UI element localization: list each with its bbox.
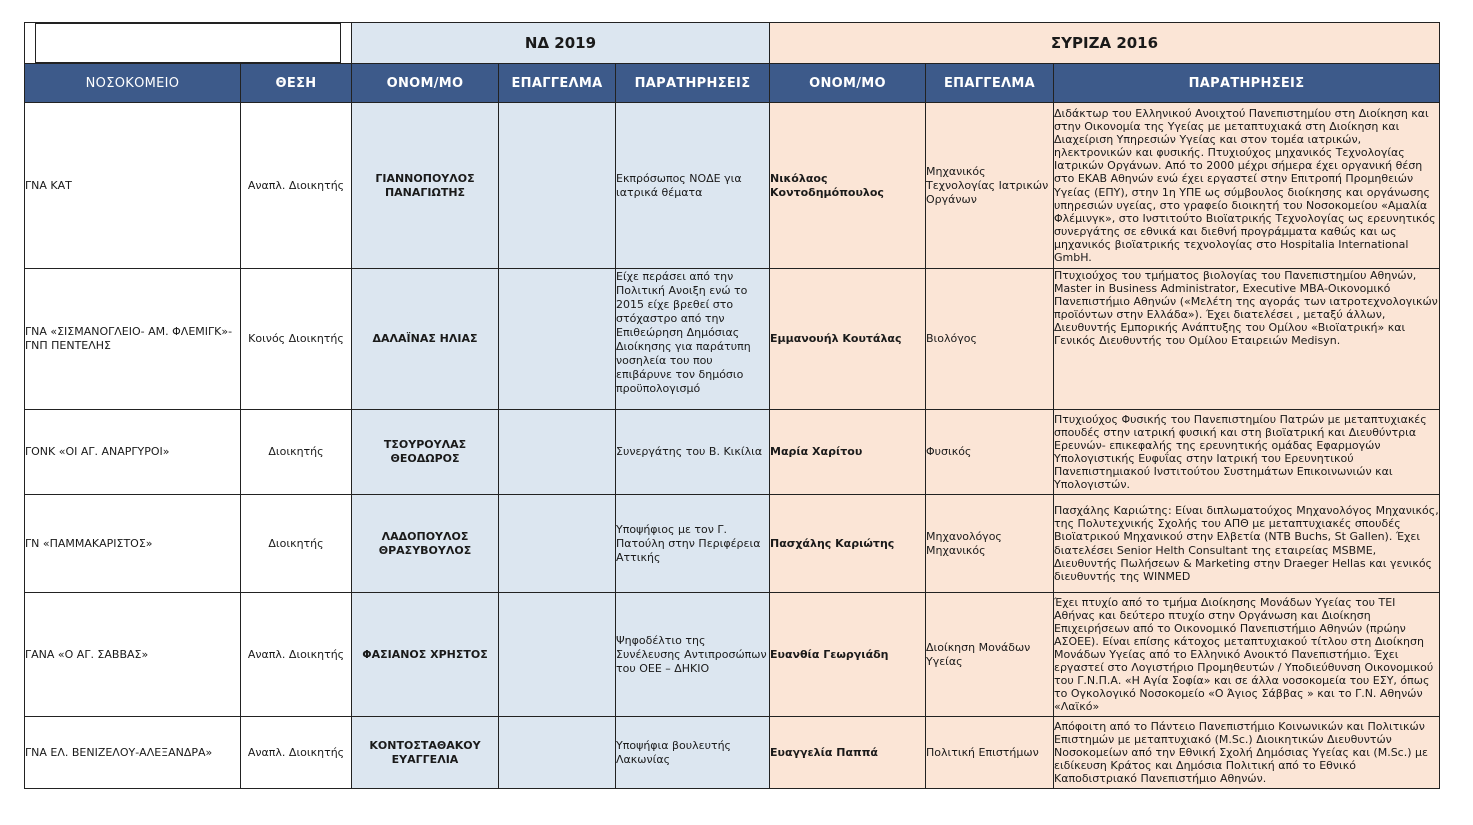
table-row (25, 593, 1440, 717)
col-header-sy-job: ΕΠΑΓΓΕΛΜΑ (926, 64, 1054, 103)
top-left-cell (25, 23, 352, 64)
table-row (25, 717, 1440, 789)
nd-notes-cell: Υποψήφιος με τον Γ. Πατούλη στην Περιφέρεια Αττικής (616, 495, 770, 593)
sy-name-cell: Ευανθία Γεωργιάδη (770, 593, 926, 717)
sy-notes-cell: Έχει πτυχίο από το τμήμα Διοίκησης Μονάδων Υγείας του ΤΕΙ Αθήνας και δεύτερο πτυχίο στην Οργάνωση και Διοίκηση Επιχειρήσεων από το Οικονομικό Πανεπιστήμιο Αθηνών (πρώην ΑΣΟΕΕ). Είναι επίσης κάτοχος μεταπτυχιακού τίτλου στη Διοίκηση Μονάδων Υγείας από το Ελληνικό Ανοικτό Πανεπιστήμιο. Έχει εργαστεί στο Λογιστήριο Προμηθευτών / Υποδιεύθυνση Οικονομικού του Γ.Ν.Π.Α. «Η Αγία Σοφία» και σε άλλα νοσοκομεία του ΕΣΥ, όπως το Ογκολογικό Νοσοκομείο «Ο Άγιος Σάββας » και το Γ.Ν. Αθηνών «Λαϊκό» (1054, 593, 1440, 717)
position-cell: Αναπλ. Διοικητής (241, 593, 352, 717)
nd-job-cell (499, 269, 616, 410)
sy-notes-cell: Απόφοιτη από το Πάντειο Πανεπιστήμιο Κοινωνικών και Πολιτικών Επιστημών με μεταπτυχιακό (M.Sc.) Διοικητικών Διευθυντών Νοσοκομείων από την Εθνική Σχολή Δημόσιας Υγείας και (M.Sc.) με ειδίκευση Κράτος και Δημόσια Πολιτική από το Εθνικό Καποδιστριακό Πανεπιστήμιο Αθηνών. (1054, 717, 1440, 789)
nd-name-cell: ΤΣΟΥΡΟΥΛΑΣ ΘΕΟΔΩΡΟΣ (352, 410, 499, 495)
group-header-row (25, 23, 1440, 64)
sy-job-cell: Διοίκηση Μονάδων Υγείας (926, 593, 1054, 717)
group-syriza-header: ΣΥΡΙΖΑ 2016 (770, 23, 1440, 64)
nd-notes-cell: Είχε περάσει από την Πολιτική Ανοιξη ενώ το 2015 είχε βρεθεί στο στόχαστρο από την Επιθεώρηση Δημόσιας Διοίκησης για παράτυπη νοσηλεία του που επιβάρυνε τον δημόσιο προϋπολογισμό (616, 269, 770, 410)
table-row (25, 495, 1440, 593)
sy-job-cell: Φυσικός (926, 410, 1054, 495)
column-header-row (25, 64, 1440, 103)
hospital-cell: ΓΑΝΑ «Ο ΑΓ. ΣΑΒΒΑΣ» (25, 593, 241, 717)
nd-name-cell: ΔΑΛΑΪΝΑΣ ΗΛΙΑΣ (352, 269, 499, 410)
nd-notes-cell: Υποψήφια βουλευτής Λακωνίας (616, 717, 770, 789)
nd-notes-cell: Ψηφοδέλτιο της Συνέλευσης Αντιπροσώπων του ΟΕΕ – ΔΗΚΙΟ (616, 593, 770, 717)
nd-job-cell (499, 103, 616, 269)
sy-name-cell: Πασχάλης Καριώτης (770, 495, 926, 593)
table-row (25, 269, 1440, 410)
col-header-sy-name: ΟΝΟΜ/ΜΟ (770, 64, 926, 103)
position-cell: Αναπλ. Διοικητής (241, 103, 352, 269)
nd-notes-cell: Συνεργάτης του Β. Κικίλια (616, 410, 770, 495)
sy-notes-cell: Πτυχιούχος του τμήματος βιολογίας του Πανεπιστημίου Αθηνών, Master in Business Administrator, Executive MBA-Οικονομικό Πανεπιστήμιο Αθηνών («Μελέτη της αγοράς των ιατροτεχνολογικών προϊόντων στην Ελλάδα»). Έχει διατελέσει , μεταξύ άλλων, Διευθυντής Εμπορικής Ανάπτυξης του Ομίλου «Βιοϊατρική» και Γενικός Διευθυντής του Ομίλου Εταιρειών Medisyn. (1054, 269, 1440, 410)
hospital-cell: ΓΝΑ ΚΑΤ (25, 103, 241, 269)
col-header-sy-notes: ΠΑΡΑΤΗΡΗΣΕΙΣ (1054, 64, 1440, 103)
position-cell: Διοικητής (241, 495, 352, 593)
hospital-cell: ΓΝΑ ΕΛ. ΒΕΝΙΖΕΛΟΥ-ΑΛΕΞΑΝΔΡΑ» (25, 717, 241, 789)
nd-name-cell: ΓΙΑΝΝΟΠΟΥΛΟΣ ΠΑΝΑΓΙΩΤΗΣ (352, 103, 499, 269)
col-header-nd-job: ΕΠΑΓΓΕΛΜΑ (499, 64, 616, 103)
nd-name-cell: ΚΟΝΤΟΣΤΑΘΑΚΟΥ ΕΥΑΓΓΕΛΙΑ (352, 717, 499, 789)
nd-job-cell (499, 593, 616, 717)
hospital-cell: ΓΝ «ΠΑΜΜΑΚΑΡΙΣΤΟΣ» (25, 495, 241, 593)
sy-name-cell: Ευαγγελία Παππά (770, 717, 926, 789)
sy-notes-cell: Πασχάλης Καριώτης: Είναι διπλωματούχος Μηχανολόγος Μηχανικός, της Πολυτεχνικής Σχολής του ΑΠΘ με μεταπτυχιακές σπουδές Βιοϊατρικού Μηχανικού στην Ελβετία (NTB Buchs, St Gallen). Έχει διατελέσει Senior Helth Consultant της εταιρείας MSBME, Διευθυντής Πωλήσεων & Marketing στην Draeger Hellas και γενικός διευθυντής της WINMED (1054, 495, 1440, 593)
hospital-cell: ΓΝΑ «ΣΙΣΜΑΝΟΓΛΕΙΟ- ΑΜ. ΦΛΕΜΙΓΚ»-ΓΝΠ ΠΕΝΤΕΛΗΣ (25, 269, 241, 410)
position-cell: Αναπλ. Διοικητής (241, 717, 352, 789)
col-header-hospital: ΝΟΣΟΚΟΜΕΙΟ (25, 64, 241, 103)
position-cell: Διοικητής (241, 410, 352, 495)
appointments-table (24, 22, 1440, 789)
col-header-nd-notes: ΠΑΡΑΤΗΡΗΣΕΙΣ (616, 64, 770, 103)
sy-job-cell: Μηχανολόγος Μηχανικός (926, 495, 1054, 593)
sy-notes-cell: Πτυχιούχος Φυσικής του Πανεπιστημίου Πατρών με μεταπτυχιακές σπουδές στην ιατρική φυσική και στη βιοϊατρική και Διευθύντρια Ερευνών- επικεφαλής της ερευνητικής ομάδας Εφαρμογών Υπολογιστικής Ευφυΐας στην Ιατρική του Ερευνητικού Πανεπιστημιακού Ινστιτούτου Συστημάτων Επικοινωνιών και Υπολογιστών. (1054, 410, 1440, 495)
sy-job-cell: Πολιτική Επιστήμων (926, 717, 1054, 789)
nd-job-cell (499, 717, 616, 789)
nd-job-cell (499, 495, 616, 593)
sy-name-cell: Νικόλαος Κοντοδημόπουλος (770, 103, 926, 269)
sy-job-cell: Βιολόγος (926, 269, 1054, 410)
sy-name-cell: Εμμανουήλ Κουτάλας (770, 269, 926, 410)
blank-text-box[interactable] (35, 23, 341, 63)
sy-name-cell: Μαρία Χαρίτου (770, 410, 926, 495)
sy-notes-cell: Διδάκτωρ του Ελληνικού Ανοιχτού Πανεπιστημίου στη Διοίκηση και στην Οικονομία της Υγείας με μεταπτυχιακά στη Διοίκηση και Διαχείριση Υπηρεσιών Υγείας και στον τομέα ιατρικών, ηλεκτρονικών και φυσικής. Πτυχιούχος μηχανικός Τεχνολογίας Ιατρικών Οργάνων. Από το 2000 μέχρι σήμερα έχει οργανική θέση στο ΕΚΑΒ Αθηνών ενώ έχει εργαστεί στην Επιτροπή Προμηθειών Υγείας (ΕΠΥ), στην 1η ΥΠΕ ως σύμβουλος διοίκησης και οργάνωσης υπηρεσιών υγείας, στο γραφείο διοικητή του Νοσοκομείου «Αμαλία Φλέμινγκ», στο Ινστιτούτο Βιοϊατρικής Τεχνολογίας ως ερευνητικός συνεργάτης σε εθνικά και διεθνή προγράμματα καθώς και ως μηχανικός βιοϊατρικής τεχνολογίας στο Hospitalia International GmbH. (1054, 103, 1440, 269)
group-nd-header: ΝΔ 2019 (352, 23, 770, 64)
table-row (25, 103, 1440, 269)
sy-job-cell: Μηχανικός Τεχνολογίας Ιατρικών Οργάνων (926, 103, 1054, 269)
nd-job-cell (499, 410, 616, 495)
nd-name-cell: ΦΑΣΙΑΝΟΣ ΧΡΗΣΤΟΣ (352, 593, 499, 717)
position-cell: Κοινός Διοικητής (241, 269, 352, 410)
nd-name-cell: ΛΑΔΟΠΟΥΛΟΣ ΘΡΑΣΥΒΟΥΛΟΣ (352, 495, 499, 593)
col-header-nd-name: ΟΝΟΜ/ΜΟ (352, 64, 499, 103)
col-header-position: ΘΕΣΗ (241, 64, 352, 103)
nd-notes-cell: Εκπρόσωπος ΝΟΔΕ για ιατρικά θέματα (616, 103, 770, 269)
hospital-cell: ΓΟΝΚ «ΟΙ ΑΓ. ΑΝΑΡΓΥΡΟΙ» (25, 410, 241, 495)
table-row (25, 410, 1440, 495)
